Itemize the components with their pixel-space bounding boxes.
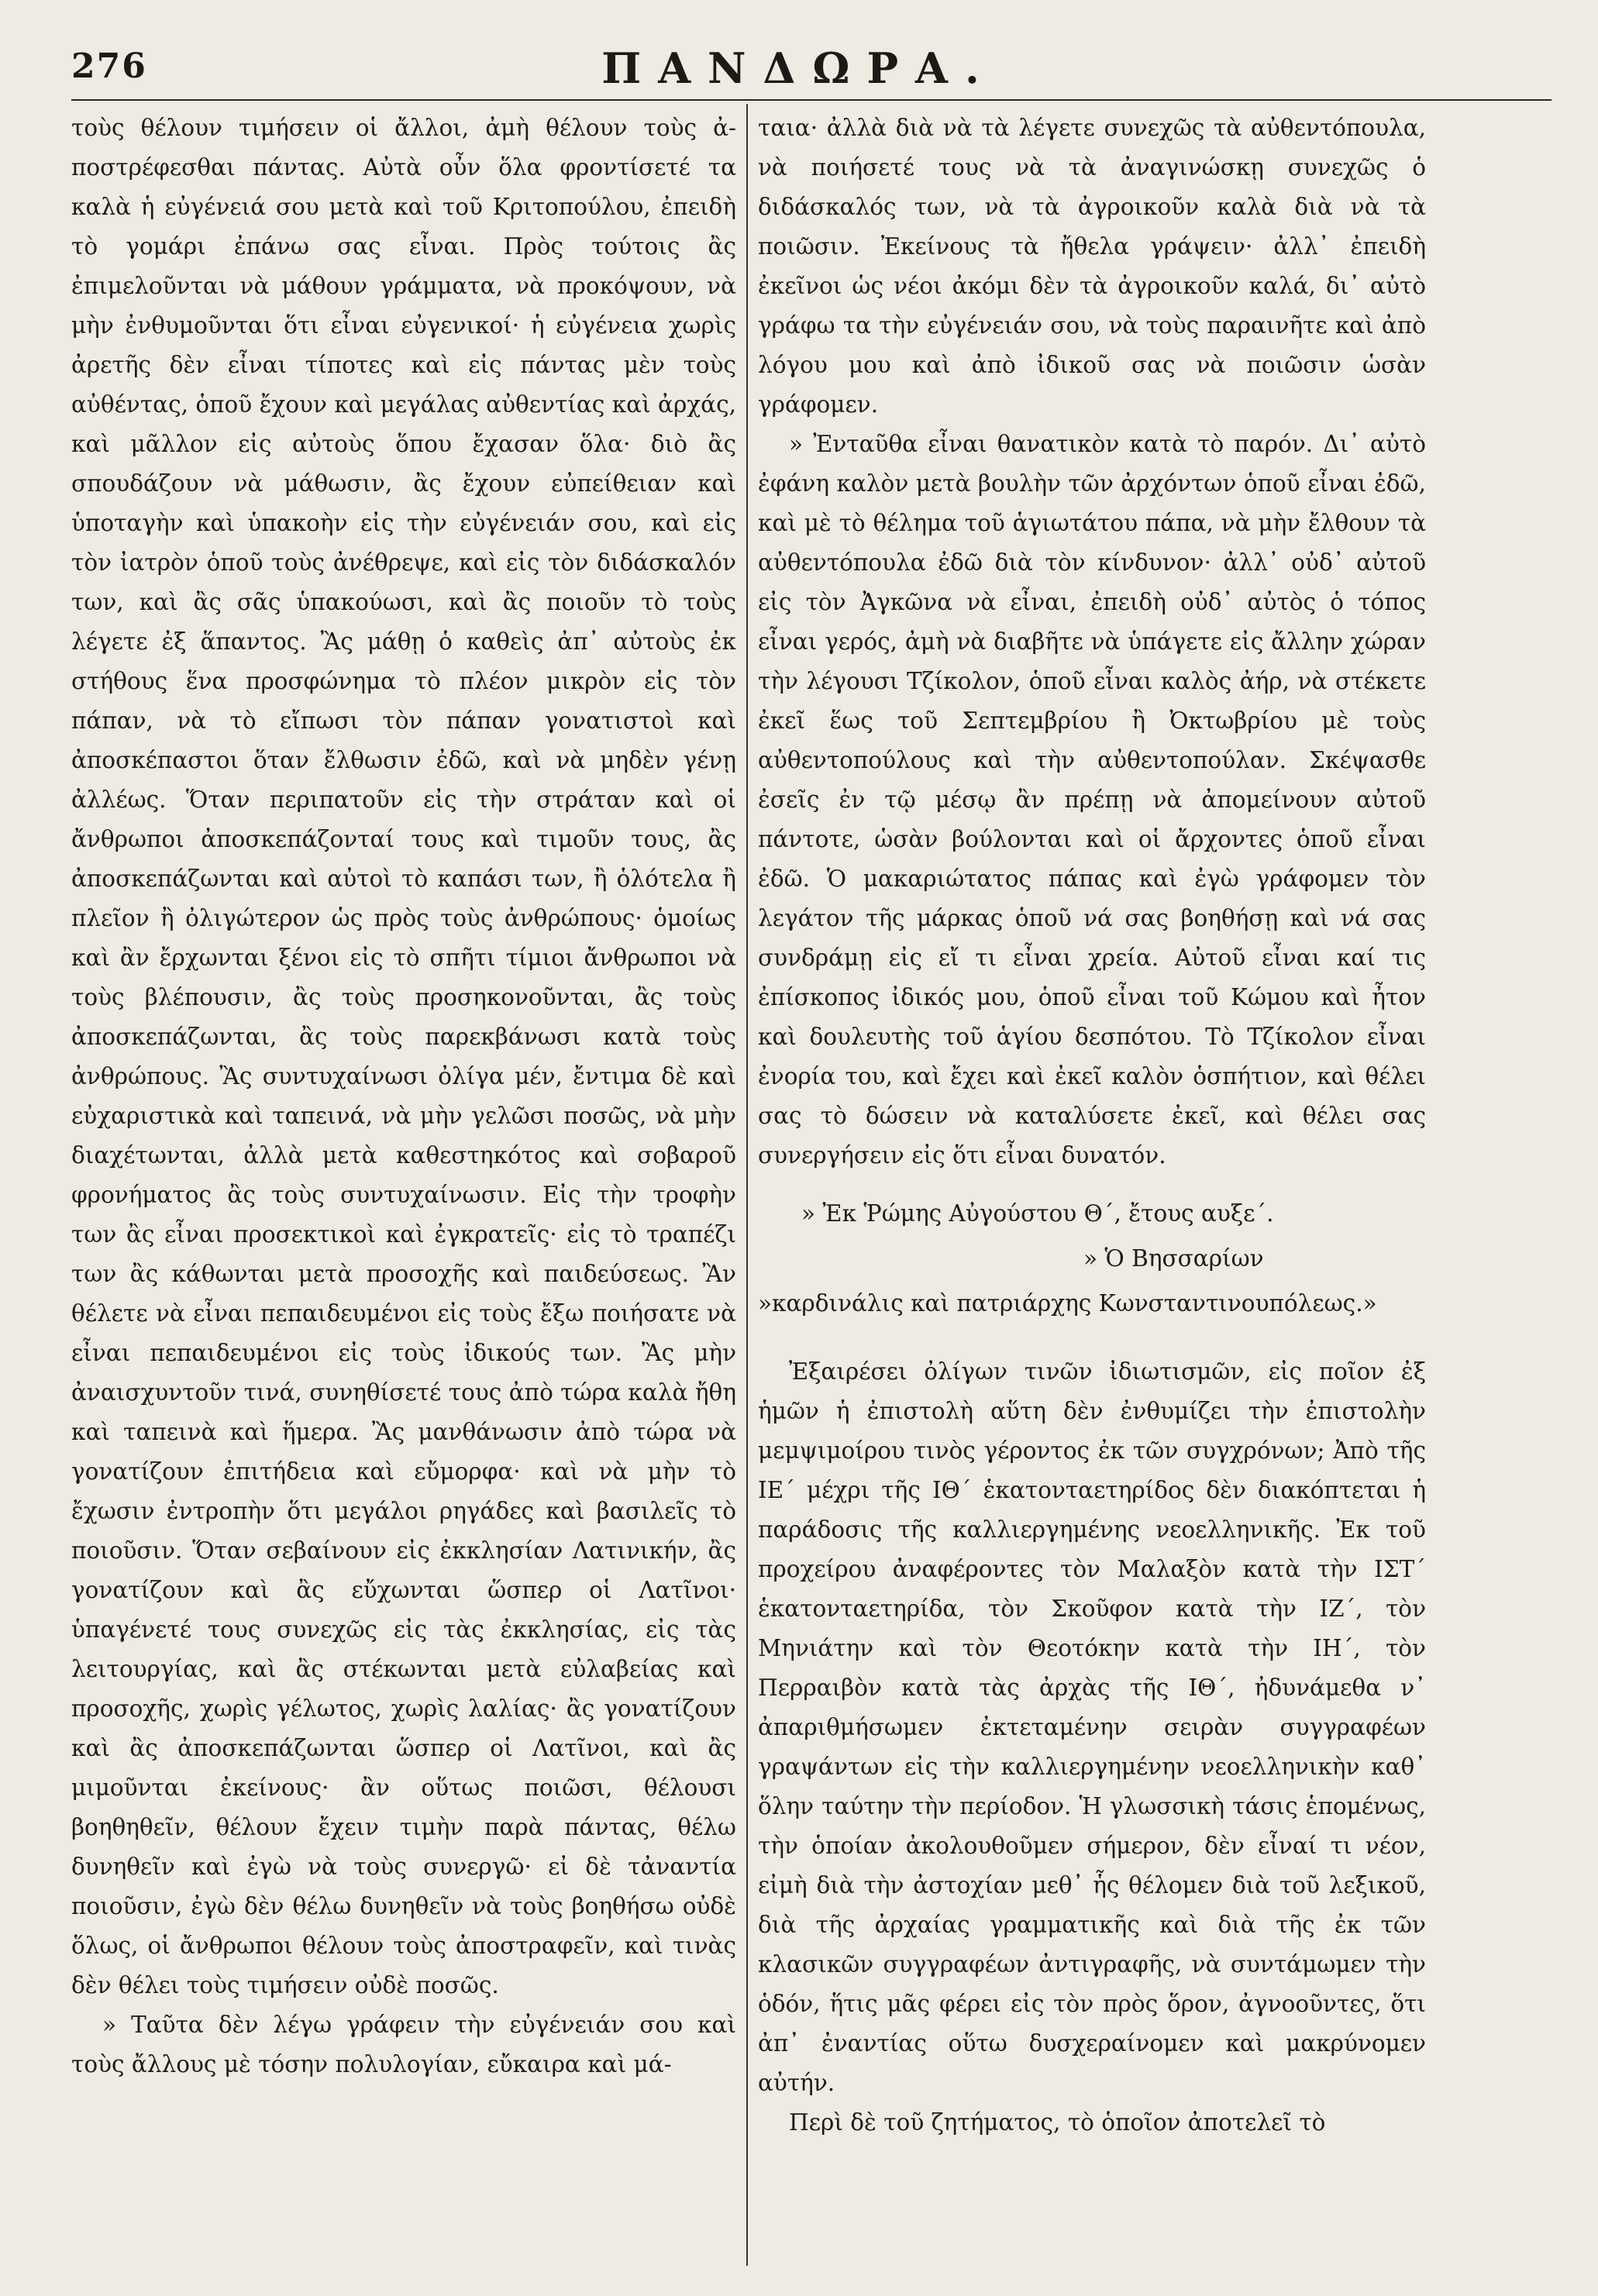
letter-signature: » Ὁ Βησσαρίων bbox=[1083, 1245, 1264, 1272]
running-head-title: ΠΑΝΔΩΡΑ. bbox=[601, 43, 997, 93]
header-rule bbox=[71, 99, 1552, 101]
right-paragraph-2: » Ἐνταῦθα εἶναι θανατικὸν κατὰ τὸ παρόν. Δι᾽ αὐτὸ ἐφάνη καλὸν μετὰ βουλὴν τῶν ἀρχόντων ὁποῦ εἶναι ἐδῶ, καὶ μὲ τὸ θέλημα τοῦ ἁγιωτάτου πάπα, νὰ μὴν ἔλθουν τὰ αὐθεντόπουλα ἐδῶ διὰ τὸν κίνδυνον· ἀλλ᾽ οὐδ᾽ αὐτοῦ εἰς τὸν Ἀγκῶνα νὰ εἶναι, ἐπειδὴ οὐδ᾽ αὐτὸς ὁ τόπος εἶναι γερός, ἀμὴ νὰ διαβῆτε νὰ ὑπάγετε εἰς ἄλλην χώραν τὴν λέγουσι Τζίκολον, ὁποῦ εἶναι καλὸς ἀήρ, νὰ στέκετε ἐκεῖ ἕως τοῦ Σεπτεμβρίου ἢ Ὀκτωβρίου μὲ τοὺς αὐθεντοπούλους καὶ τὴν αὐθεντοπούλαν. Σκέψασθε ἐσεῖς ἐν τῷ μέσῳ ἂν πρέπῃ νὰ ἀπομείνουν αὐτοῦ πάντοτε, ὡσὰν βούλονται καὶ οἱ ἄρχοντες ὁποῦ εἶναι ἐδῶ. Ὁ μακαριώτατος πάπας καὶ ἐγὼ γράφομεν τὸν λεγάτον τῆς μάρκας ὁποῦ νά σας βοηθήσῃ καὶ νά σας συνδράμῃ εἰς εἴ τι εἶναι χρεία. Αὐτοῦ εἶναι καί τις ἐπίσκοπος ἰδικός μου, ὁποῦ εἶναι τοῦ Κώμου καὶ ἦτον καὶ δουλευτὴς τοῦ ἁγίου δεσπότου. Τὸ Τζίκολον εἶναι ἐνορία του, καὶ ἔχει καὶ ἐκεῖ καλὸν ὁσπήτιον, καὶ θέλει σας τὸ δώσειν νὰ καταλύσετε ἐκεῖ, καὶ θέλει σας συνεργήσειν εἰς ὅτι εἶναι δυνατόν. bbox=[758, 431, 1426, 1169]
letter-signature-title: »καρδινάλις καὶ πατριάρχης Κωνσταντινουπόλεως.» bbox=[758, 1290, 1377, 1317]
page-number: 276 bbox=[71, 46, 147, 86]
left-paragraph-1: τοὺς θέλουν τιμήσειν οἱ ἄλλοι, ἀμὴ θέλουν τοὺς ἀ-ποστρέφεσθαι πάντας. Αὐτὰ οὖν ὅλα φροντίσετέ τα καλὰ ἡ εὐγένειά σου μετὰ καὶ τοῦ Κριτοπούλου, ἐπειδὴ τὸ γομάρι ἐπάνω σας εἶναι. Πρὸς τούτοις ἂς ἐπιμελοῦνται νὰ μάθουν γράμματα, νὰ προκόψουν, νὰ μὴν ἐνθυμοῦνται ὅτι εἶναι εὐγενικοί· ἡ εὐγένεια χωρὶς ἀρετῆς δὲν εἶναι τίποτες καὶ εἰς πάντας μὲν τοὺς αὐθέντας, ὁποῦ ἔχουν καὶ μεγάλας αὐθεντίας καὶ ἀρχάς, καὶ μᾶλλον εἰς αὐτοὺς ὅπου ἔχασαν ὅλα· διὸ ἂς σπουδάζουν νὰ μάθωσιν, ἂς ἔχουν εὐπείθειαν καὶ ὑποταγὴν καὶ ὑπακοὴν εἰς τὴν εὐγένειάν σου, καὶ εἰς τὸν ἰατρὸν ὁποῦ τοὺς ἀνέθρεψε, καὶ εἰς τὸν διδάσκαλόν των, καὶ ἂς σᾶς ὑπακούωσι, καὶ ἂς ποιοῦν τὸ τοὺς λέγετε ἐξ ἅπαντος. Ἂς μάθῃ ὁ καθεὶς ἀπ᾽ αὐτοὺς ἐκ στήθους ἕνα προσφώνημα τὸ πλέον μικρὸν εἰς τὸν πάπαν, νὰ τὸ εἴπωσι τὸν πάπαν γονατιστοὶ καὶ ἀποσκέπαστοι ὅταν ἔλθωσιν ἐδῶ, καὶ νὰ μηδὲν γένῃ ἀλλέως. Ὅταν περιπατοῦν εἰς τὴν στράταν καὶ οἱ ἄνθρωποι ἀποσκεπάζονταί τους καὶ τιμοῦν τους, ἂς ἀποσκεπάζωνται καὶ αὐτοὶ τὸ καπάσι των, ἢ ὁλότελα ἢ πλεῖον ἢ ὀλιγώτερον ὡς πρὸς τοὺς ἀνθρώπους· ὁμοίως καὶ ἂν ἔρχωνται ξένοι εἰς τὸ σπῆτι τίμιοι ἄνθρωποι νὰ τοὺς βλέπουσιν, ἂς τοὺς προσηκονοῦνται, ἂς τοὺς ἀποσκεπάζωνται, ἂς τοὺς παρεκβάνωσι κατὰ τοὺς ἀνθρώπους. Ἂς συντυχαίνωσι ὀλίγα μέν, ἔντιμα δὲ καὶ εὐχαριστικὰ καὶ ταπεινά, νὰ μὴν γελῶσι ποσῶς, νὰ μὴν διαχέτωνται, ἀλλὰ μετὰ καθεστηκότος καὶ σοβαροῦ φρονήματος ἂς τοὺς συντυχαίνωσιν. Εἰς τὴν τροφὴν των ἂς εἶναι προσεκτικοὶ καὶ ἐγκρατεῖς· εἰς τὸ τραπέζι των ἂς κάθωνται μετὰ προσοχῆς καὶ παιδεύσεως. Ἂν θέλετε νὰ εἶναι πεπαιδευμένοι εἰς τοὺς ἔξω ποιήσατε νὰ εἶναι πεπαιδευμένοι εἰς τοὺς ἰδικούς των. Ἂς μὴν ἀναισχυντοῦν τινά, συνηθίσετέ τους ἀπὸ τώρα καλὰ ἤθη καὶ ταπεινὰ καὶ ἥμερα. Ἂς μανθάνωσιν ἀπὸ τώρα νὰ γονατίζουν ἐπιτήδεια καὶ εὔμορφα· καὶ νὰ μὴν τὸ ἔχωσιν ἐντροπὴν ὅτι μεγάλοι ρηγάδες καὶ βασιλεῖς τὸ ποιοῦσιν. Ὅταν σεβαίνουν εἰς ἐκκλησίαν Λατινικήν, ἂς γονατίζουν καὶ ἂς εὔχωνται ὥσπερ οἱ Λατῖνοι· ὑπαγένετέ τους συνεχῶς εἰς τὰς ἐκκλησίας, εἰς τὰς λειτουργίας, καὶ ἂς στέκωνται μετὰ εὐλαβείας καὶ προσοχῆς, χωρὶς γέλωτος, χωρὶς λαλίας· ἂς γονατίζουν καὶ ἂς ἀποσκεπάζωνται ὥσπερ οἱ Λατῖνοι, καὶ ἂς μιμοῦνται ἐκείνους· ἂν οὕτως ποιῶσι, θέλουσι βοηθηθεῖν, θέλουν ἔχειν τιμὴν παρὰ πάντας, θέλω δυνηθεῖν καὶ ἐγὼ νὰ τοὺς συνεργῶ· εἰ δὲ τἀναντία ποιοῦσιν, ἐγὼ δὲν θέλω δυνηθεῖν νὰ τοὺς βοηθήσω οὐδὲ ὅλως, οἱ ἄνθρωποι θέλουν τοὺς ἀποστραφεῖν, καὶ τινὰς δὲν θέλει τοὺς τιμήσειν οὐδὲ ποσῶς. bbox=[71, 115, 736, 1998]
column-divider bbox=[746, 104, 748, 2266]
right-paragraph-3: Ἐξαιρέσει ὀλίγων τινῶν ἰδιωτισμῶν, εἰς ποῖον ἐξ ἡμῶν ἡ ἐπιστολὴ αὕτη δὲν ἐνθυμίζει τὴν ἐπιστολὴν μεμψιμοίρου τινὸς γέροντος ἐκ τῶν συγχρόνων; Ἀπὸ τῆς ΙΕ΄ μέχρι τῆς ΙΘ΄ ἑκατονταετηρίδος δὲν διακόπτεται ἡ παράδοσις τῆς καλλιεργημένης νεοελληνικῆς. Ἐκ τοῦ προχείρου ἀναφέροντες τὸν Μαλαξὸν κατὰ τὴν ΙΣΤ΄ ἑκατονταετηρίδα, τὸν Σκοῦφον κατὰ τὴν ΙΖ΄, τὸν Μηνιάτην καὶ τὸν Θεοτόκην κατὰ τὴν ΙΗ΄, τὸν Περραιβὸν κατὰ τὰς ἀρχὰς τῆς ΙΘ΄, ἠδυνάμεθα ν᾽ ἀπαριθμήσωμεν ἐκτεταμένην σειρὰν συγγραφέων γραψάντων εἰς τὴν καλλιεργημένην νεοελληνικὴν καθ᾽ ὅλην ταύτην τὴν περίοδον. Ἡ γλωσσικὴ τάσις ἑπομένως, τὴν ὁποίαν ἀκολουθοῦμεν σήμερον, δὲν εἶναί τι νέον, εἰμὴ διὰ τὴν ἀστοχίαν μεθ᾽ ἧς θέλομεν διὰ τοῦ λεξικοῦ, διὰ τῆς ἀρχαίας γραμματικῆς καὶ διὰ τῆς ἐκ τῶν κλασικῶν συγγραφέων ἀντιγραφῆς, νὰ συντάμωμεν τὴν ὁδόν, ἥτις μᾶς φέρει εἰς τὸν πρὸς ὅρον, ἀγνοοῦντες, ὅτι ἀπ᾽ ἐναντίας οὕτω δυσχεραίνομεν καὶ μακρύνομεν αὐτήν. bbox=[758, 1358, 1426, 2096]
right-paragraph-1: ταια· ἀλλὰ διὰ νὰ τὰ λέγετε συνεχῶς τὰ αὐθεντόπουλα, νὰ ποιήσετέ τους νὰ τὰ ἀναγινώσκῃ συνεχῶς ὁ διδάσκαλός των, νὰ τὰ ἀγροικοῦν καλὰ διὰ νὰ τὰ ποιῶσιν. Ἐκείνους τὰ ἤθελα γράψειν· ἀλλ᾽ ἐπειδὴ ἐκεῖνοι ὡς νέοι ἀκόμι δὲν τὰ ἀγροικοῦν καλά, δι᾽ αὐτὸ γράφω τα τὴν εὐγένειάν σου, νὰ τοὺς παραινῆτε καὶ ἀπὸ λόγου μου καὶ ἀπὸ ἰδικοῦ σας νὰ ποιῶσιν ὡσὰν γράφομεν. bbox=[758, 115, 1426, 418]
letter-dateline: » Ἐκ Ῥώμης Αὐγούστου Θ΄, ἔτους αυξε΄. bbox=[801, 1200, 1274, 1227]
right-column bbox=[758, 108, 1426, 2278]
left-column bbox=[71, 108, 736, 2278]
right-paragraph-4: Περὶ δὲ τοῦ ζητήματος, τὸ ὁποῖον ἀποτελεῖ τὸ bbox=[789, 2109, 1326, 2136]
left-paragraph-2: » Ταῦτα δὲν λέγω γράφειν τὴν εὐγένειάν σου καὶ τοὺς ἄλλους μὲ τόσην πολυλογίαν, εὔκαιρα καὶ μά- bbox=[71, 2012, 736, 2077]
